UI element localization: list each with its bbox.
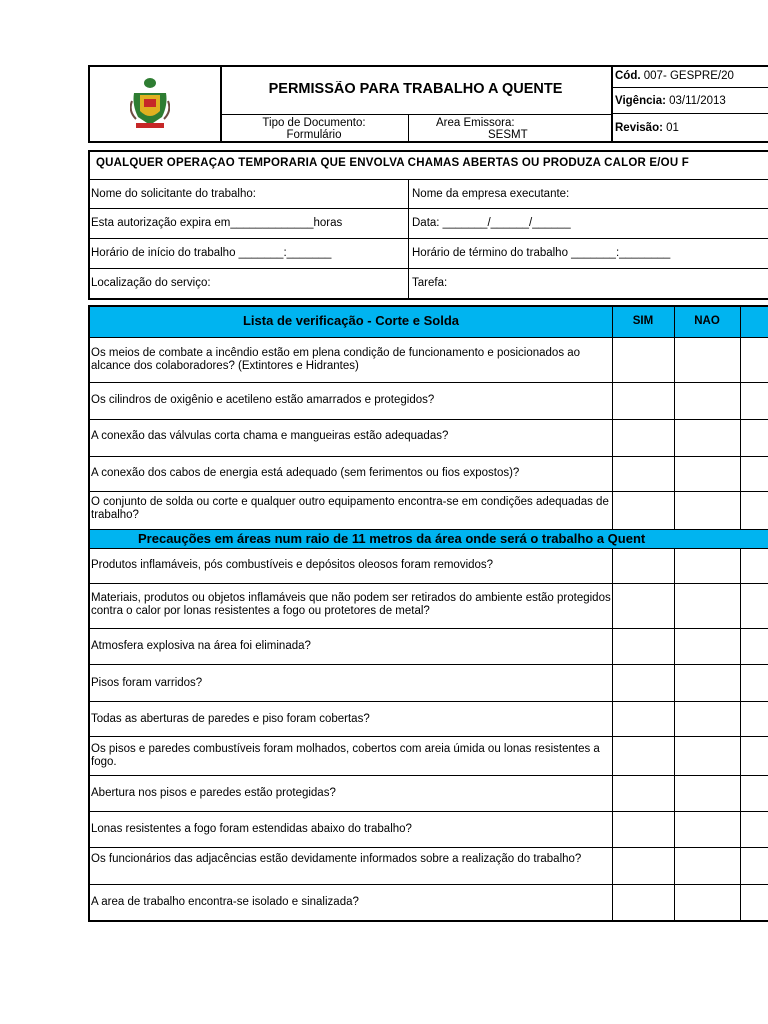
doc-type-label: Tipo de Documento: xyxy=(262,117,366,129)
checkbox-sim[interactable] xyxy=(613,383,674,419)
end-time-field[interactable]: Horário de término do trabalho _______:________ xyxy=(412,247,671,259)
precaution-item: Produtos inflamáveis, pós combustíveis e depósitos oleosos foram removidos? xyxy=(91,559,494,571)
checkbox-sim[interactable] xyxy=(613,702,674,736)
precaution-item: A area de trabalho encontra-se isolado e sinalizada? xyxy=(91,896,359,908)
checkbox-sim[interactable] xyxy=(613,492,674,529)
checkbox-nao[interactable] xyxy=(675,702,740,736)
checkbox-sim[interactable] xyxy=(613,737,674,775)
cod-label: Cód. xyxy=(615,70,641,82)
checkbox-nao[interactable] xyxy=(675,812,740,847)
task-field[interactable]: Tarefa: xyxy=(412,277,448,289)
cod-field xyxy=(615,70,768,83)
precaution-item: Todas as aberturas de paredes e piso foram cobertas? xyxy=(91,713,370,725)
vigencia-field xyxy=(615,95,768,108)
coat-of-arms-logo xyxy=(130,75,170,131)
precaution-item: Os funcionários das adjacências estão devidamente informados sobre a realização do trabalho? xyxy=(91,853,582,865)
requester-field[interactable]: Nome do solicitante do trabalho: xyxy=(91,188,256,200)
revisao-value: 01 xyxy=(666,122,679,134)
vigencia-value: 03/11/2013 xyxy=(669,95,726,107)
col-sim-header: SIM xyxy=(632,315,654,327)
precaution-item: Os pisos e paredes combustíveis foram molhados, cobertos com areia úmida ou lonas resistentes a fogo. xyxy=(91,743,600,768)
revisao-field xyxy=(615,122,768,135)
checklist-item: Os cilindros de oxigênio e acetileno estão amarrados e protegidos? xyxy=(91,394,435,406)
precaution-item: Materiais, produtos ou objetos inflamáveis que não podem ser retirados do ambiente estão protegidos contra o calor por lonas resistentes a fogo ou protetores de metal? xyxy=(91,592,611,617)
checkbox-nao[interactable] xyxy=(675,549,740,583)
checkbox-nao[interactable] xyxy=(675,665,740,701)
checkbox-sim[interactable] xyxy=(613,457,674,491)
checkbox-sim[interactable] xyxy=(613,420,674,456)
checkbox-nao[interactable] xyxy=(675,383,740,419)
checkbox-sim[interactable] xyxy=(613,848,674,884)
checkbox-nao[interactable] xyxy=(675,420,740,456)
checklist-item: A conexão das válvulas corta chama e mangueiras estão adequadas? xyxy=(91,430,449,442)
checklist-item: Os meios de combate a incêndio estão em plena condição de funcionamento e posicionados ao alcance dos colaboradores? (Extintores e Hidrantes) xyxy=(91,347,581,372)
checkbox-nao[interactable] xyxy=(675,338,740,382)
checkbox-sim[interactable] xyxy=(613,549,674,583)
checkbox-nao[interactable] xyxy=(675,885,740,920)
precaution-item: Pisos foram varridos? xyxy=(91,677,203,689)
cod-value: 007- GESPRE/20 xyxy=(643,70,734,82)
checkbox-sim[interactable] xyxy=(613,812,674,847)
checkbox-sim[interactable] xyxy=(613,338,674,382)
checkbox-nao[interactable] xyxy=(675,457,740,491)
checkbox-nao[interactable] xyxy=(675,584,740,628)
location-field[interactable]: Localização do serviço: xyxy=(91,277,211,289)
area-label: Área Emissora: xyxy=(436,117,515,129)
checkbox-nao[interactable] xyxy=(675,492,740,529)
checkbox-sim[interactable] xyxy=(613,629,674,664)
checkbox-sim[interactable] xyxy=(613,584,674,628)
company-field[interactable]: Nome da empresa executante: xyxy=(412,188,570,200)
checkbox-nao[interactable] xyxy=(675,776,740,811)
precautions-title: Precauções em áreas num raio de 11 metros da área onde será o trabalho a Quent xyxy=(138,531,646,546)
checklist-item: A conexão dos cabos de energia está adequado (sem ferimentos ou fios expostos)? xyxy=(91,467,520,479)
doc-type-value: Formulário xyxy=(286,129,342,141)
page-title: PERMISSÃO PARA TRABALHO A QUENTE xyxy=(268,81,563,97)
checkbox-nao[interactable] xyxy=(675,737,740,775)
precaution-item: Atmosfera explosiva na área foi eliminada? xyxy=(91,640,311,652)
checkbox-nao[interactable] xyxy=(675,848,740,884)
checkbox-sim[interactable] xyxy=(613,665,674,701)
checkbox-sim[interactable] xyxy=(613,776,674,811)
checkbox-nao[interactable] xyxy=(675,629,740,664)
revisao-label: Revisão: xyxy=(615,122,663,134)
vigencia-label: Vigência: xyxy=(615,95,666,107)
checklist-title: Lista de verificação - Corte e Solda xyxy=(242,313,460,328)
checklist-item: O conjunto de solda ou corte e qualquer outro equipamento encontra-se em condições adequadas de trabalho? xyxy=(91,496,609,521)
scope-banner: QUALQUER OPERAÇÃO TEMPORÁRIA QUE ENVOLVA CHAMAS ABERTAS OU PRODUZA CALOR E/OU F xyxy=(96,157,689,169)
precaution-item: Abertura nos pisos e paredes estão protegidas? xyxy=(91,787,336,799)
area-value: SESMT xyxy=(488,129,528,141)
checkbox-sim[interactable] xyxy=(613,885,674,920)
col-nao-header: NÃO xyxy=(694,315,720,327)
precaution-item: Lonas resistentes a fogo foram estendidas abaixo do trabalho? xyxy=(91,823,412,835)
crest-icon xyxy=(130,75,170,131)
start-time-field[interactable]: Horário de início do trabalho _______:_______ xyxy=(91,247,332,259)
date-field[interactable]: Data: _______/______/______ xyxy=(412,217,571,229)
expiry-field[interactable]: Esta autorização expira em_____________horas xyxy=(91,217,343,229)
